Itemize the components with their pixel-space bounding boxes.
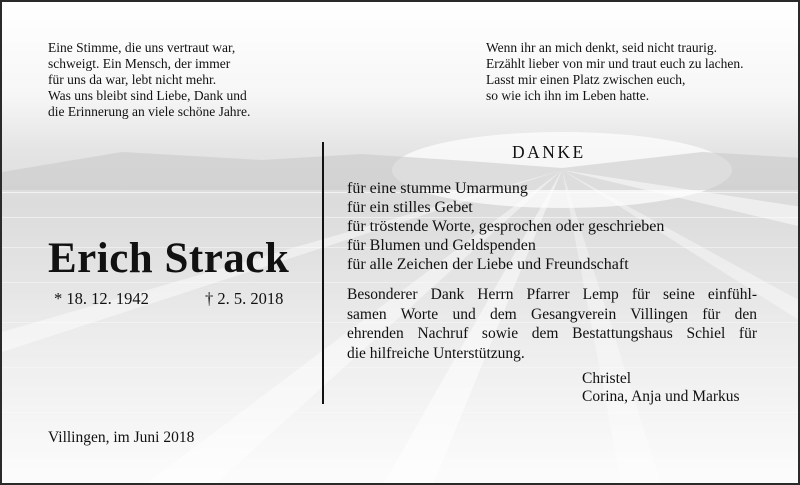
poem-right-line: so wie ich ihn im Leben hatte. xyxy=(486,88,650,103)
thanks-paragraph xyxy=(347,285,757,363)
thanks-paragraph-line: Besonderer Dank Herrn Pfarrer Lemp für seine einfühl- xyxy=(347,286,757,303)
thanks-list-item: für ein stilles Gebet xyxy=(347,199,473,216)
thanks-list xyxy=(347,179,664,274)
thanks-list-item: für Blumen und Geldspenden xyxy=(347,237,536,254)
poem-left-line: Was uns bleibt sind Liebe, Dank und xyxy=(48,88,247,103)
poem-left-line: schweigt. Ein Mensch, der immer xyxy=(48,56,231,71)
signer-line: Corina, Anja und Markus xyxy=(582,388,740,405)
thanks-paragraph-line: samen Worte und dem Gesangverein Villingen für den xyxy=(347,305,757,323)
poem-left-line: die Erinnerung an viele schöne Jahre. xyxy=(48,104,251,119)
thanks-paragraph-line: die hilfreiche Unterstützung. xyxy=(347,344,525,362)
thanks-list-item: für alle Zeichen der Liebe und Freundschaft xyxy=(347,256,629,273)
death-date: † 2. 5. 2018 xyxy=(205,289,284,308)
poem-right xyxy=(486,40,744,104)
poem-left-line: für uns da war, lebt nicht mehr. xyxy=(48,72,217,87)
vertical-divider xyxy=(322,142,324,404)
thanks-list-item: für tröstende Worte, gesprochen oder geschrieben xyxy=(347,218,665,235)
poem-left-line: Eine Stimme, die uns vertraut war, xyxy=(48,40,236,55)
deceased-name: Erich Strack xyxy=(48,235,290,282)
birth-date: * 18. 12. 1942 xyxy=(54,289,149,308)
poem-right-line: Erzählt lieber von mir und traut euch zu lachen. xyxy=(486,56,744,71)
thanks-paragraph-line: ehrenden Nachruf sowie dem Bestattungshaus Schiel für xyxy=(347,325,757,342)
signers xyxy=(582,370,740,406)
place-date: Villingen, im Juni 2018 xyxy=(48,429,195,446)
signer-line: Christel xyxy=(582,370,632,387)
poem-left xyxy=(48,40,250,120)
poem-right-line: Wenn ihr an mich denkt, seid nicht traurig. xyxy=(486,40,717,55)
poem-right-line: Lasst mir einen Platz zwischen euch, xyxy=(486,72,686,87)
thanks-list-item: für eine stumme Umarmung xyxy=(347,180,528,197)
danke-heading: DANKE xyxy=(512,142,586,162)
